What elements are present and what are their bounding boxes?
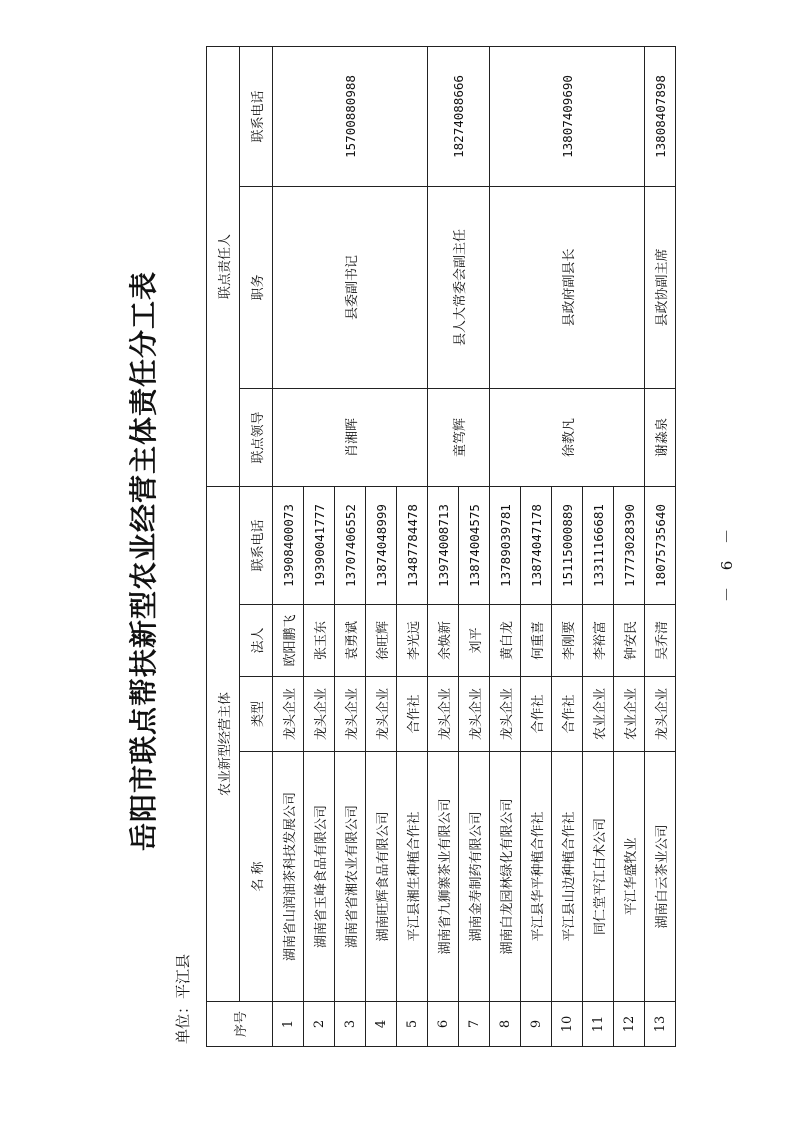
- responsibility-table: [206, 46, 676, 1047]
- cell-type: 龙头企业: [645, 677, 676, 752]
- header-row-group: [207, 46, 240, 1046]
- cell-seq: 1: [273, 1002, 304, 1047]
- cell-type: 龙头企业: [273, 677, 304, 752]
- table-row: [490, 46, 521, 1046]
- cell-legal: 徐旺辉: [366, 605, 397, 677]
- cell-phone: 13874047178: [521, 486, 552, 604]
- cell-leader: 谢淼泉: [645, 388, 676, 486]
- cell-name: 湖南省山润油茶科技发展公司: [273, 752, 304, 1002]
- cell-name: 湖南白云茶业公司: [645, 752, 676, 1002]
- table-row: [273, 46, 304, 1046]
- cell-phone: 13874048999: [366, 486, 397, 604]
- cell-legal: 李裕富: [583, 605, 614, 677]
- cell-leader: 童笃辉: [428, 388, 490, 486]
- cell-phone: 13974008713: [428, 486, 459, 604]
- page-number: － 6 －: [718, 522, 736, 602]
- cell-seq: 7: [459, 1002, 490, 1047]
- cell-legal: 李刚要: [552, 605, 583, 677]
- cell-legal: 何重喜: [521, 605, 552, 677]
- unit-label: 单位：: [174, 998, 192, 1044]
- cell-leader: 徐教凡: [490, 388, 645, 486]
- cell-name: 平江华盛牧业: [614, 752, 645, 1002]
- header-leader: 联点领导: [240, 388, 273, 486]
- cell-seq: 13: [645, 1002, 676, 1047]
- document-title: 岳阳市联点帮扶新型农业经营主体责任分工表: [127, 271, 160, 852]
- header-group-leader: 联点责任人: [207, 46, 240, 486]
- cell-position: 县人大常委会副主任: [428, 186, 490, 388]
- cell-leader-phone: 13808407898: [645, 46, 676, 186]
- cell-phone: 18075735640: [645, 486, 676, 604]
- cell-type: 龙头企业: [335, 677, 366, 752]
- header-leader-phone: 联系电话: [240, 46, 273, 186]
- cell-name: 湖南省省湘农业有限公司: [335, 752, 366, 1002]
- cell-name: 湖南省九狮寨茶业有限公司: [428, 752, 459, 1002]
- table-row: [645, 46, 676, 1046]
- cell-legal: 钟安民: [614, 605, 645, 677]
- cell-legal: 张玉东: [304, 605, 335, 677]
- header-group-entity: 农业新型经营主体: [207, 486, 240, 1001]
- cell-position: 县政府副县长: [490, 186, 645, 388]
- cell-leader-phone: 15700880988: [273, 46, 428, 186]
- header-phone: 联系电话: [240, 486, 273, 604]
- cell-type: 合作社: [552, 677, 583, 752]
- header-row-columns: [240, 46, 273, 1046]
- cell-seq: 12: [614, 1002, 645, 1047]
- cell-seq: 5: [397, 1002, 428, 1047]
- cell-type: 农业企业: [583, 677, 614, 752]
- cell-type: 农业企业: [614, 677, 645, 752]
- cell-seq: 4: [366, 1002, 397, 1047]
- header-type: 类型: [240, 677, 273, 752]
- header-position: 职务: [240, 186, 273, 388]
- cell-legal: 吴乔清: [645, 605, 676, 677]
- cell-leader-phone: 13807409690: [490, 46, 645, 186]
- cell-name: 平江县山边种植合作社: [552, 752, 583, 1002]
- cell-name: 湖南旺辉食品有限公司: [366, 752, 397, 1002]
- header-seq: 序号: [207, 1002, 273, 1047]
- cell-position: 县政协副主席: [645, 186, 676, 388]
- cell-phone: 15115000889: [552, 486, 583, 604]
- cell-name: 湖南金寿制药有限公司: [459, 752, 490, 1002]
- cell-leader: 肖湘晖: [273, 388, 428, 486]
- cell-legal: 刘平: [459, 605, 490, 677]
- cell-leader-phone: 18274088666: [428, 46, 490, 186]
- cell-phone: 17773028390: [614, 486, 645, 604]
- unit-line: [172, 954, 193, 1044]
- cell-phone: 13789039781: [490, 486, 521, 604]
- cell-seq: 6: [428, 1002, 459, 1047]
- cell-seq: 10: [552, 1002, 583, 1047]
- header-name: 名 称: [240, 752, 273, 1002]
- cell-phone: 13311166681: [583, 486, 614, 604]
- cell-type: 龙头企业: [459, 677, 490, 752]
- cell-type: 龙头企业: [490, 677, 521, 752]
- cell-type: 合作社: [521, 677, 552, 752]
- cell-name: 平江县湘生种植合作社: [397, 752, 428, 1002]
- cell-name: 平江县华平种植合作社: [521, 752, 552, 1002]
- cell-type: 合作社: [397, 677, 428, 752]
- cell-type: 龙头企业: [366, 677, 397, 752]
- cell-phone: 13874004575: [459, 486, 490, 604]
- cell-legal: 余焕新: [428, 605, 459, 677]
- cell-phone: 13487784478: [397, 486, 428, 604]
- cell-seq: 11: [583, 1002, 614, 1047]
- cell-phone: 19390041777: [304, 486, 335, 604]
- cell-phone: 13908400073: [273, 486, 304, 604]
- cell-legal: 黄白龙: [490, 605, 521, 677]
- cell-seq: 8: [490, 1002, 521, 1047]
- table-row: [428, 46, 459, 1046]
- header-legal: 法人: [240, 605, 273, 677]
- unit-value: 平江县: [174, 953, 192, 999]
- cell-name: 湖南白龙园林绿化有限公司: [490, 752, 521, 1002]
- cell-legal: 袁勇斌: [335, 605, 366, 677]
- cell-type: 龙头企业: [428, 677, 459, 752]
- cell-legal: 李光远: [397, 605, 428, 677]
- cell-seq: 3: [335, 1002, 366, 1047]
- cell-name: 湖南省玉峰食品有限公司: [304, 752, 335, 1002]
- cell-name: 同仁堂平江白术公司: [583, 752, 614, 1002]
- cell-legal: 欧阳鹏飞: [273, 605, 304, 677]
- cell-seq: 2: [304, 1002, 335, 1047]
- cell-type: 龙头企业: [304, 677, 335, 752]
- cell-phone: 13707406552: [335, 486, 366, 604]
- cell-position: 县委副书记: [273, 186, 428, 388]
- cell-seq: 9: [521, 1002, 552, 1047]
